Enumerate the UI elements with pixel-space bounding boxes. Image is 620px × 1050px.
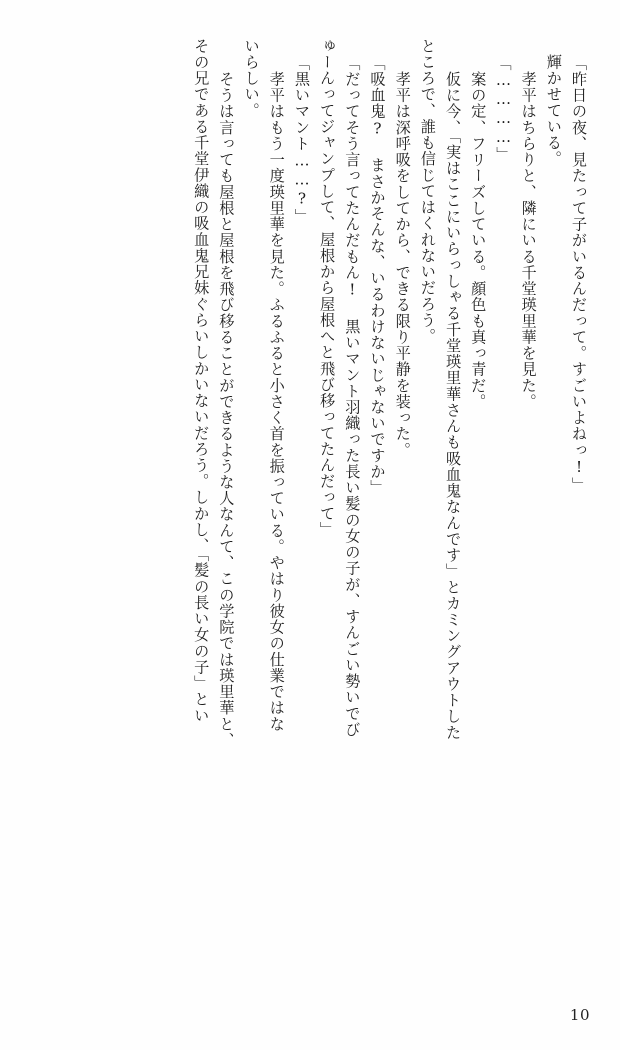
text-line: 「だってそう言ってたんだもん! 黒いマント羽織った長い髪の女の子が、すんごい勢いでび	[343, 55, 362, 738]
text-line: その兄である千堂伊織の吸血鬼兄妹ぐらいしかいないだろう。しかし、「髪の長い女の子」とい	[192, 38, 211, 724]
text-line: 孝平は深呼吸をしてから、できる限り平静を装った。	[393, 55, 412, 458]
text-line: 仮に今、「実はここにいらっしゃる千堂瑛里華さんも吸血鬼なんです」とカミングアウトした	[444, 55, 463, 741]
text-line: 孝平はちらりと、隣にいる千堂瑛里華を見た。	[519, 55, 538, 410]
page-number: 10	[569, 1006, 590, 1024]
text-line: 「昨日の夜、見たって子がいるんだって。すごいよねっ!」	[570, 55, 588, 494]
text-line: 案の定、フリーズしている。顔色も真っ青だ。	[469, 55, 488, 410]
vertical-text-block	[52, 38, 586, 980]
text-line: そうは言っても屋根と屋根を飛び移ることができるような人なんて、この学院では瑛里華と、	[217, 55, 236, 749]
text-line: ゅーんってジャンプして、屋根から屋根へと飛び移ってたんだって」	[318, 38, 337, 538]
text-line: 「…………」	[494, 55, 513, 163]
text-line: 「吸血鬼? まさかそんな、いるわけないじゃないですか」	[368, 55, 387, 496]
text-line: ところで、誰も信じてはくれないだろう。	[418, 38, 437, 345]
text-line: いらしい。	[242, 38, 261, 119]
text-line: 孝平はもう一度瑛里華を見た。ふるふると小さく首を振っている。やはり彼女の仕業ではな	[267, 55, 286, 733]
text-line: 「黒いマント……?」	[292, 55, 311, 225]
text-line: 輝かせている。	[544, 38, 563, 167]
